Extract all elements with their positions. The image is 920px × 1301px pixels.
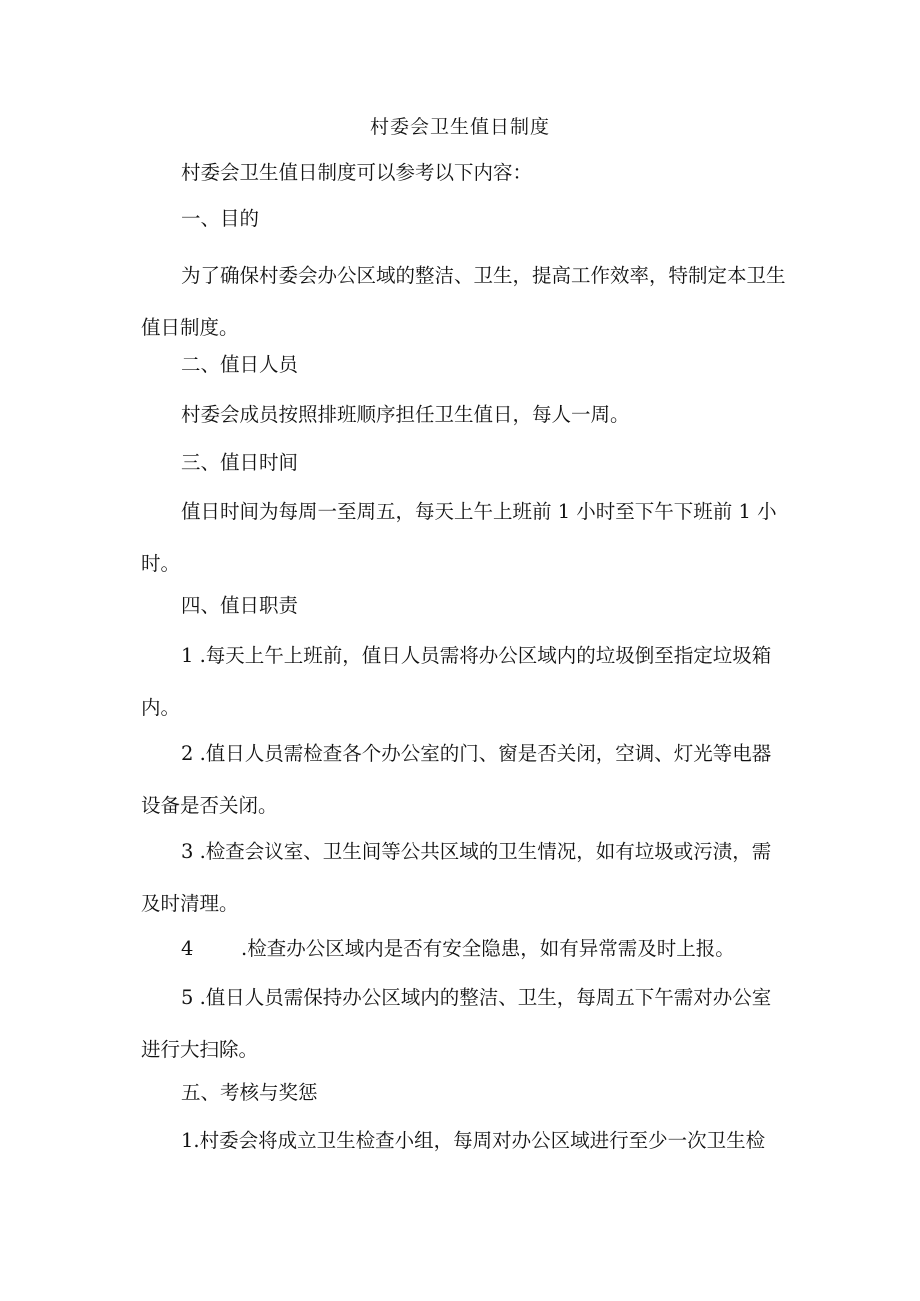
duty-item-4-text: .检查办公区域内是否有安全隐患，如有异常需及时上报。 (241, 937, 735, 960)
duty-item-3: 3 .检查会议室、卫生间等公共区域的卫生情况，如有垃圾或污渍，需及时清理。 (141, 840, 772, 915)
section-heading-duties: 四、值日职责 (181, 594, 299, 617)
duty-item-1: 1 .每天上午上班前，值日人员需将办公区域内的垃圾倒至指定垃圾箱内。 (141, 644, 772, 719)
document-title: 村委会卫生值日制度 (369, 116, 550, 138)
purpose-paragraph: 为了确保村委会办公区域的整洁、卫生，提高工作效率，特制定本卫生值日制度。 (141, 264, 786, 339)
duty-item-5: 5 .值日人员需保持办公区域内的整洁、卫生，每周五下午需对办公室进行大扫除。 (141, 986, 772, 1061)
duty-item-2: 2 .值日人员需检查各个办公室的门、窗是否关闭，空调、灯光等电器设备是否关闭。 (141, 742, 772, 817)
section-heading-purpose: 一、目的 (181, 207, 260, 230)
section-heading-staff: 二、值日人员 (181, 353, 299, 376)
intro-paragraph: 村委会卫生值日制度可以参考以下内容： (181, 161, 533, 184)
staff-paragraph: 村委会成员按照排班顺序担任卫生值日，每人一周。 (181, 403, 630, 426)
section-heading-time: 三、值日时间 (181, 451, 299, 474)
section-heading-assessment: 五、考核与奖惩 (181, 1081, 318, 1104)
duty-item-4 (181, 936, 735, 962)
time-paragraph: 值日时间为每周一至周五，每天上午上班前 1 小时至下午下班前 1 小时。 (141, 500, 777, 575)
assessment-paragraph: 1.村委会将成立卫生检查小组，每周对办公区域进行至少一次卫生检 (181, 1129, 766, 1152)
duty-item-4-number: 4 (181, 937, 194, 960)
